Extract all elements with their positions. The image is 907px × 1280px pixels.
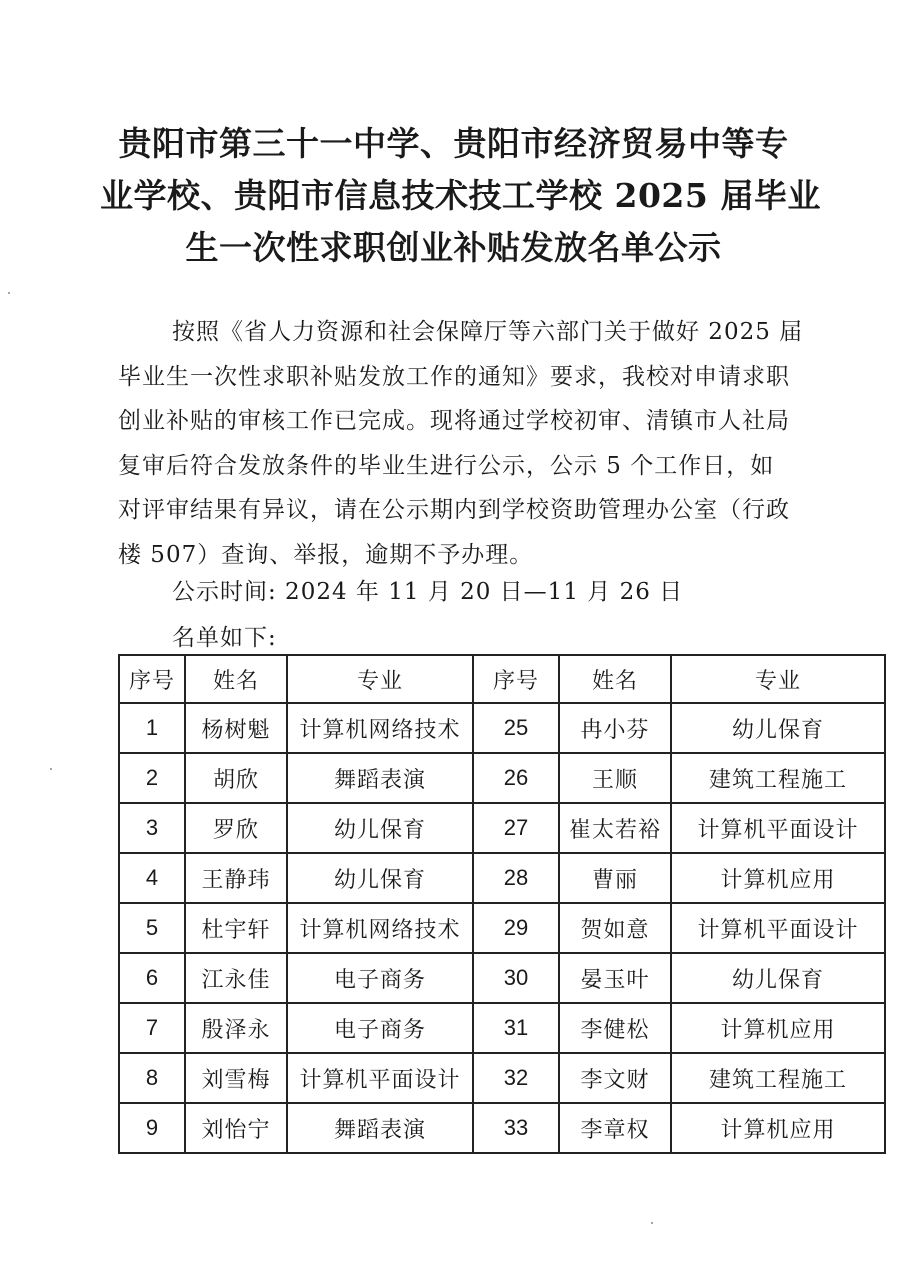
title-line-2: 业学校、贵阳市信息技术技工学校 2025 届毕业: [100, 176, 821, 215]
cell-seq: 4: [119, 853, 185, 903]
cell-name: 刘怡宁: [185, 1103, 287, 1153]
cell-major: 计算机应用: [671, 853, 885, 903]
cell-major: 计算机平面设计: [287, 1053, 473, 1103]
cell-major: 计算机平面设计: [671, 903, 885, 953]
cell-major: 舞蹈表演: [287, 753, 473, 803]
table-row: [119, 853, 885, 903]
cell-seq: 29: [473, 903, 559, 953]
cell-seq: 28: [473, 853, 559, 903]
table-row: [119, 1053, 885, 1103]
scan-speck: [50, 768, 52, 770]
table-row: [119, 703, 885, 753]
recipient-table: [118, 654, 886, 1154]
cell-major: 电子商务: [287, 1003, 473, 1053]
cell-name: 江永佳: [185, 953, 287, 1003]
cell-seq: 26: [473, 753, 559, 803]
cell-name: 刘雪梅: [185, 1053, 287, 1103]
title-line-1: 贵阳市第三十一中学、贵阳市经济贸易中等专: [118, 124, 789, 163]
cell-major: 建筑工程施工: [671, 1053, 885, 1103]
header-name-right: 姓名: [559, 655, 671, 703]
table-row: [119, 753, 885, 803]
table-row: [119, 903, 885, 953]
cell-name: 曹丽: [559, 853, 671, 903]
body-line-6: 楼 507）查询、举报，逾期不予办理。: [118, 541, 534, 568]
cell-major: 计算机网络技术: [287, 903, 473, 953]
header-seq-left: 序号: [119, 655, 185, 703]
cell-major: 幼儿保育: [287, 853, 473, 903]
table-row: [119, 953, 885, 1003]
cell-major: 计算机平面设计: [671, 803, 885, 853]
cell-seq: 8: [119, 1053, 185, 1103]
cell-seq: 5: [119, 903, 185, 953]
body-line-1: 按照《省人力资源和社会保障厅等六部门关于做好 2025 届: [172, 319, 804, 345]
list-intro: 名单如下:: [172, 625, 277, 651]
body-line-4: 复审后符合发放条件的毕业生进行公示，公示 5 个工作日，如: [118, 452, 775, 479]
body-line-5: 对评审结果有异议，请在公示期内到学校资助管理办公室（行政: [118, 497, 790, 523]
cell-name: 崔太若裕: [559, 803, 671, 853]
body-line-3: 创业补贴的审核工作已完成。现将通过学校初审、清镇市人社局: [118, 408, 790, 434]
cell-seq: 25: [473, 703, 559, 753]
cell-seq: 6: [119, 953, 185, 1003]
cell-seq: 30: [473, 953, 559, 1003]
table-header-row: [119, 655, 885, 703]
cell-major: 幼儿保育: [287, 803, 473, 853]
cell-major: 幼儿保育: [671, 953, 885, 1003]
notice-body: [118, 310, 808, 577]
cell-name: 冉小芬: [559, 703, 671, 753]
cell-seq: 2: [119, 753, 185, 803]
body-line-2: 毕业生一次性求职补贴发放工作的通知》要求，我校对申请求职: [118, 363, 790, 390]
cell-major: 幼儿保育: [671, 703, 885, 753]
header-seq-right: 序号: [473, 655, 559, 703]
cell-name: 李健松: [559, 1003, 671, 1053]
cell-seq: 3: [119, 803, 185, 853]
scan-speck: [651, 1222, 653, 1224]
cell-name: 胡欣: [185, 753, 287, 803]
cell-name: 贺如意: [559, 903, 671, 953]
cell-name: 罗欣: [185, 803, 287, 853]
cell-major: 建筑工程施工: [671, 753, 885, 803]
cell-major: 计算机应用: [671, 1103, 885, 1153]
header-major-right: 专业: [671, 655, 885, 703]
cell-seq: 31: [473, 1003, 559, 1053]
cell-name: 李章权: [559, 1103, 671, 1153]
cell-major: 计算机应用: [671, 1003, 885, 1053]
cell-major: 舞蹈表演: [287, 1103, 473, 1153]
cell-name: 杜宇轩: [185, 903, 287, 953]
cell-seq: 27: [473, 803, 559, 853]
cell-seq: 33: [473, 1103, 559, 1153]
notice-time: 公示时间: 2024 年 11 月 20 日—11 月 26 日: [172, 579, 684, 605]
cell-seq: 9: [119, 1103, 185, 1153]
cell-name: 王顺: [559, 753, 671, 803]
cell-seq: 7: [119, 1003, 185, 1053]
document-title: [100, 118, 821, 274]
header-name-left: 姓名: [185, 655, 287, 703]
cell-name: 杨树魁: [185, 703, 287, 753]
scan-speck: [8, 292, 10, 294]
cell-seq: 1: [119, 703, 185, 753]
table-row: [119, 803, 885, 853]
cell-name: 晏玉叶: [559, 953, 671, 1003]
cell-major: 电子商务: [287, 953, 473, 1003]
cell-name: 殷泽永: [185, 1003, 287, 1053]
cell-seq: 32: [473, 1053, 559, 1103]
header-major-left: 专业: [287, 655, 473, 703]
cell-major: 计算机网络技术: [287, 703, 473, 753]
cell-name: 王静玮: [185, 853, 287, 903]
table-row: [119, 1003, 885, 1053]
cell-name: 李文财: [559, 1053, 671, 1103]
title-line-3: 生一次性求职创业补贴发放名单公示: [185, 228, 722, 267]
table-row: [119, 1103, 885, 1153]
